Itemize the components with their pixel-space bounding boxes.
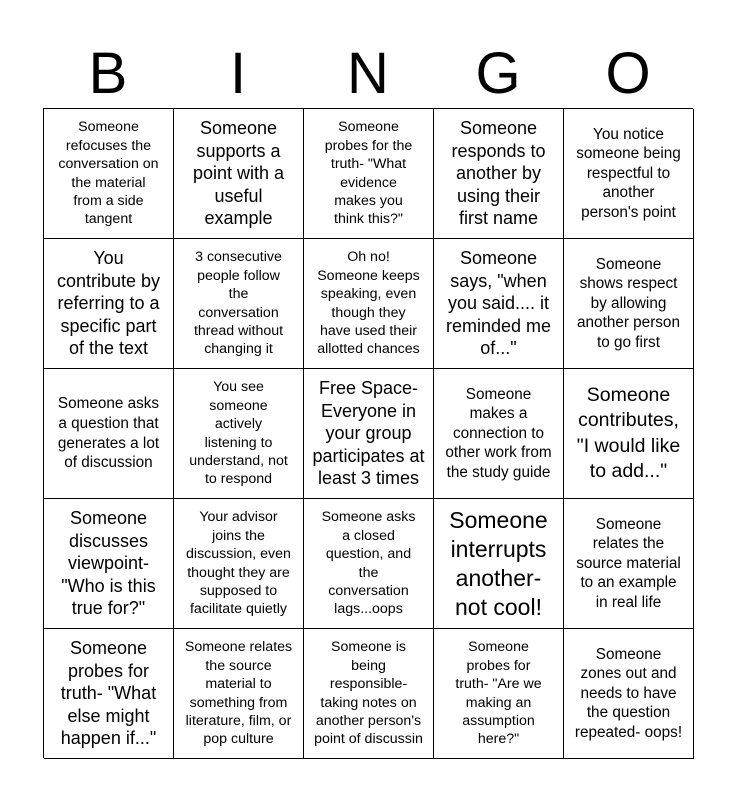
cell-text: Your advisor joins the discussion, even thought they are supposed to facilitate quietly: [186, 509, 291, 618]
cell-text: Someone responds to another by using their first name: [451, 118, 546, 229]
cell-text: You see someone actively listening to understand, not to respond: [189, 379, 288, 488]
bingo-cell-r1c1[interactable]: [44, 109, 174, 239]
cell-text: Free Space- Everyone in your group participates at least 3 times: [312, 378, 425, 489]
bingo-cell-r2c1[interactable]: [44, 239, 174, 369]
bingo-cell-r4c3[interactable]: [304, 499, 434, 629]
bingo-cell-r2c2[interactable]: [174, 239, 304, 369]
bingo-cell-r5c5[interactable]: [564, 629, 694, 759]
bingo-cell-r4c1[interactable]: [44, 499, 174, 629]
cell-text: Someone relates the source material to an example in real life: [576, 515, 681, 611]
cell-text: Someone asks a closed question, and the conversation lags...oops: [321, 509, 416, 618]
bingo-cell-r5c1[interactable]: [44, 629, 174, 759]
bingo-cell-r1c5[interactable]: [564, 109, 694, 239]
cell-text: Someone probes for the truth- "What evidence makes you think this?": [324, 119, 413, 228]
bingo-cell-r5c4[interactable]: [434, 629, 564, 759]
cell-text: Someone makes a connection to other work from the study guide: [445, 385, 552, 481]
header-letter-n: N: [347, 41, 389, 106]
bingo-cell-r4c2[interactable]: [174, 499, 304, 629]
bingo-cell-r3c2[interactable]: [174, 369, 304, 499]
cell-text: Someone probes for truth- "What else might happen if...": [60, 638, 157, 749]
bingo-cell-r1c4[interactable]: [434, 109, 564, 239]
cell-text: Someone shows respect by allowing another person to go first: [577, 255, 680, 351]
bingo-cell-r5c2[interactable]: [174, 629, 304, 759]
bingo-cell-r2c3[interactable]: [304, 239, 434, 369]
cell-text: Someone relates the source material to something from literature, film, or pop culture: [184, 639, 293, 748]
header-letter-b: B: [88, 41, 128, 106]
cell-text: Someone zones out and needs to have the question repeated- oops!: [574, 645, 683, 741]
cell-text: Someone contributes, "I would like to add...": [576, 383, 681, 482]
bingo-cell-r2c4[interactable]: [434, 239, 564, 369]
bingo-cell-r3c1[interactable]: [44, 369, 174, 499]
cell-text: Someone is being responsible- taking notes on another person's point of discussin: [314, 639, 423, 748]
bingo-cell-r4c4[interactable]: [434, 499, 564, 629]
cell-text: Someone says, "when you said.... it reminded me of...": [445, 248, 552, 359]
cell-text: You contribute by referring to a specific part of the text: [56, 248, 161, 359]
cell-text: Someone interrupts another- not cool!: [449, 506, 548, 620]
cell-text: 3 consecutive people follow the conversation thread without changing it: [193, 249, 284, 358]
cell-text: You notice someone being respectful to another person's point: [576, 125, 681, 221]
header-letter-i: I: [229, 41, 247, 106]
header-letter-o: O: [605, 41, 651, 106]
cell-text: Someone discusses viewpoint- "Who is this true for?": [61, 508, 156, 619]
cell-text: Oh no! Someone keeps speaking, even though they have used their allotted chances: [317, 249, 420, 358]
bingo-cell-r3c4[interactable]: [434, 369, 564, 499]
bingo-cell-r3c3-free-space[interactable]: [304, 369, 434, 499]
cell-text: Someone refocuses the conversation on the material from a side tangent: [58, 119, 159, 228]
bingo-cell-r5c3[interactable]: [304, 629, 434, 759]
cell-text: Someone supports a point with a useful example: [192, 118, 285, 229]
bingo-cell-r1c2[interactable]: [174, 109, 304, 239]
bingo-cell-r4c5[interactable]: [564, 499, 694, 629]
header-letter-g: G: [475, 41, 521, 106]
bingo-cell-r3c5[interactable]: [564, 369, 694, 499]
bingo-cell-r1c3[interactable]: [304, 109, 434, 239]
bingo-header: [43, 40, 693, 108]
cell-text: Someone probes for truth- "Are we making an assumption here?": [455, 639, 542, 748]
cell-text: Someone asks a question that generates a lot of discussion: [57, 395, 160, 472]
bingo-cell-r2c5[interactable]: [564, 239, 694, 369]
bingo-board: [43, 108, 693, 758]
